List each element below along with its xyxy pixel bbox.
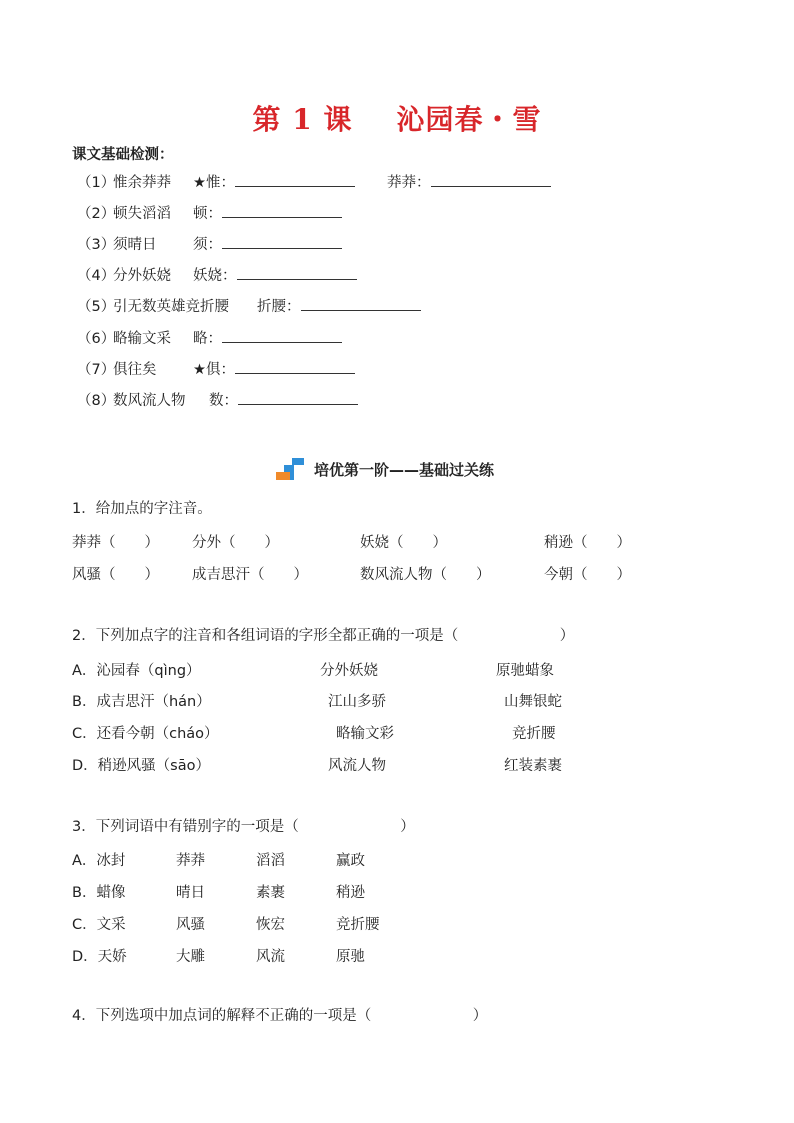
q4-stem: 4．下列选项中加点词的解释不正确的一项是（ ） [72,1008,488,1024]
basic-item-4: （4）分外妖娆 妖娆： [77,264,357,285]
answer-blank[interactable] [238,390,358,405]
q2-option-a-word1: 分外妖娆 [320,663,378,679]
answer-blank[interactable] [222,203,342,218]
q2-option-c[interactable]: C．还看今朝（cháo） [72,726,219,742]
q3-word: 恢宏 [256,917,285,933]
q3-word: 素裹 [256,885,285,901]
q3-word: 原驰 [336,949,365,965]
q1-item: 妖娆（ ） [360,535,447,551]
basic-item-6: （6）略输文采 略： [77,327,342,348]
basic-item-7: （7）俱往矣 ★俱： [77,358,355,379]
q3-word: 滔滔 [256,853,285,869]
q3-option-b[interactable]: B．蜡像 [72,885,126,901]
q3-option-a[interactable]: A．冰封 [72,853,126,869]
q2-option-c-word1: 略输文彩 [336,726,394,742]
section-banner [274,456,494,482]
q2-option-a-word2: 原驰蜡象 [496,663,554,679]
answer-blank[interactable] [431,172,551,187]
q2-option-a[interactable]: A．沁园春（qìng） [72,663,201,679]
q2-option-d-word2: 红装素裹 [504,758,562,774]
q3-word: 稍逊 [336,885,365,901]
page-title [0,98,794,138]
banner-title: 培优第一阶——基础过关练 [314,460,495,479]
lesson-name: 沁园春・雪 [396,103,542,136]
q1-item: 分外（ ） [192,535,279,551]
answer-blank[interactable] [222,234,342,249]
q1-stem: 1．给加点的字注音。 [72,501,212,517]
q3-word: 风流 [256,949,285,965]
q2-option-b-word2: 山舞银蛇 [504,694,562,710]
answer-blank[interactable] [235,359,355,374]
q3-word: 风骚 [176,917,205,933]
q2-option-d[interactable]: D．稍逊风骚（sāo） [72,758,210,774]
q1-item: 成吉思汗（ ） [192,567,308,583]
q2-option-b-word1: 江山多骄 [328,694,386,710]
basic-item-5: （5）引无数英雄竞折腰 折腰： [77,295,421,316]
lesson-number: 第 1 课 [252,103,353,136]
q2-option-b[interactable]: B．成吉思汗（hán） [72,694,211,710]
q1-item: 风骚（ ） [72,567,159,583]
q3-word: 竞折腰 [336,917,380,933]
q2-option-d-word1: 风流人物 [328,758,386,774]
q3-stem: 3．下列词语中有错别字的一项是（ ） [72,819,415,835]
answer-blank[interactable] [301,296,421,311]
answer-blank[interactable] [237,265,357,280]
q3-word: 赢政 [336,853,365,869]
basic-item-8: （8）数风流人物 数： [77,389,358,410]
q3-word: 莽莽 [176,853,205,869]
q1-item: 莽莽（ ） [72,535,159,551]
basic-item-1: （1）惟余莽莽 ★惟： 莽莽： [77,171,551,192]
answer-blank[interactable] [235,172,355,187]
q2-stem: 2．下列加点字的注音和各组词语的字形全都正确的一项是（ ） [72,628,575,644]
q2-option-c-word2: 竞折腰 [512,726,556,742]
q1-item: 数风流人物（ ） [360,567,491,583]
q3-option-c[interactable]: C．文采 [72,917,126,933]
q1-item: 稍逊（ ） [544,535,631,551]
answer-blank[interactable] [222,328,342,343]
basic-item-3: （3）须晴日 须： [77,233,342,254]
basic-item-2: （2）顿失滔滔 顿： [77,202,342,223]
q3-option-d[interactable]: D．天娇 [72,949,127,965]
q1-item: 今朝（ ） [544,567,631,583]
basic-check-heading: 课文基础检测： [72,147,174,163]
stairs-icon [274,456,306,482]
q3-word: 大雕 [176,949,205,965]
q3-word: 晴日 [176,885,205,901]
